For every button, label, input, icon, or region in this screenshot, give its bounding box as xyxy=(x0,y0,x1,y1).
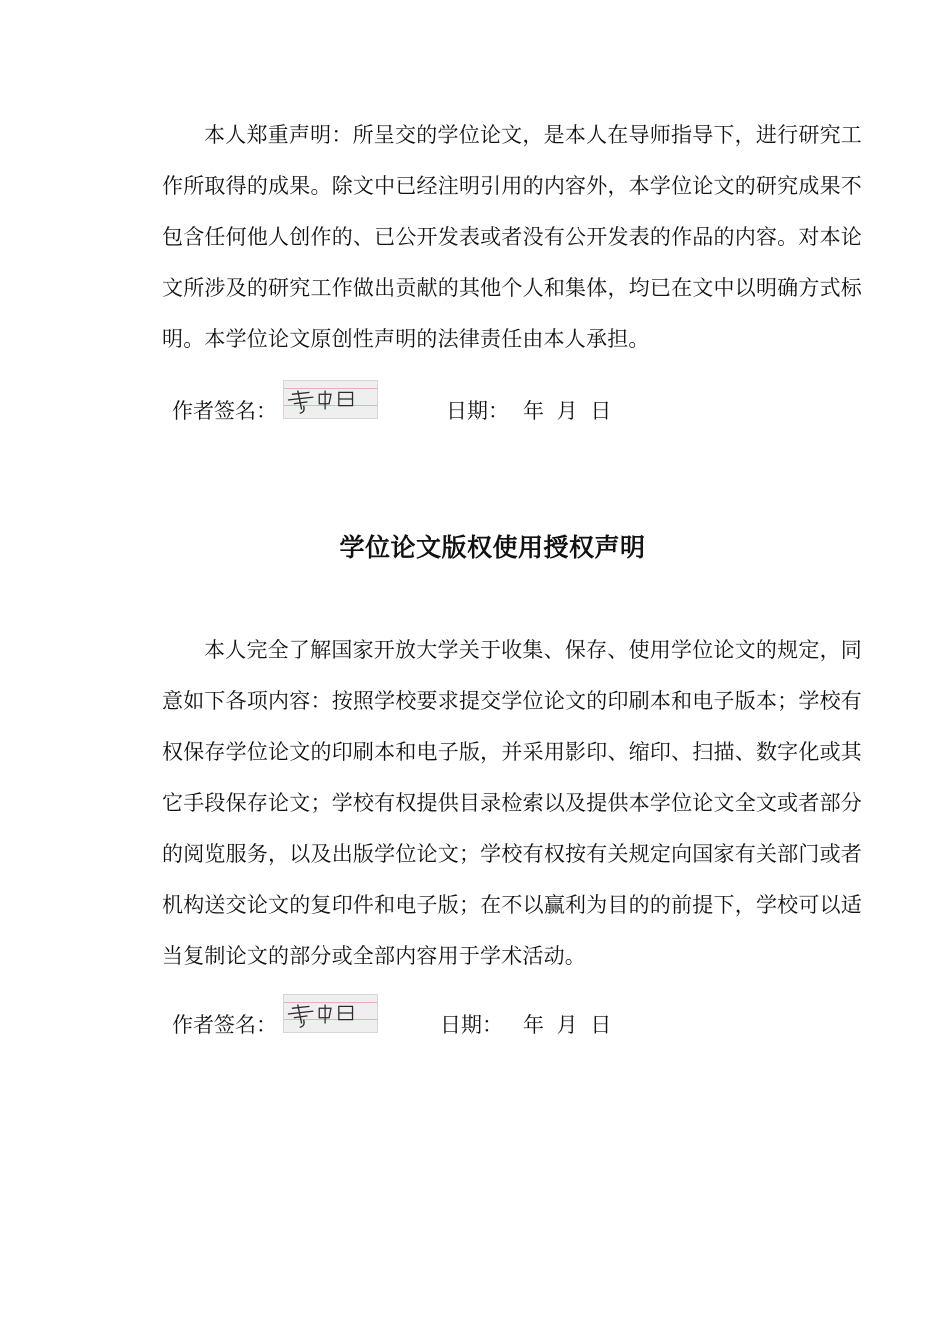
authorization-signature-row xyxy=(172,994,822,1044)
signature-label: 作者签名： xyxy=(172,1013,277,1037)
signature-label: 作者签名： xyxy=(172,399,277,423)
handwritten-signature xyxy=(283,994,378,1033)
originality-signature-row xyxy=(172,380,822,430)
date-units: 年 月 日 xyxy=(523,1013,612,1037)
handwritten-signature xyxy=(283,380,378,419)
section-title: 学位论文版权使用授权声明 xyxy=(339,533,646,562)
authorization-statement: 本人完全了解国家开放大学关于收集、保存、使用学位论文的规定，同意如下各项内容：按照学校要求提交学位论文的印刷本和电子版本；学校有权保存学位论文的印刷本和电子版，并采用影印、缩印、扫描、数字化或其它手段保存论文；学校有权提供目录检索以及提供本学位论文全文或者部分的阅览服务，以及出版学位论文；学校有权按有关规定向国家有关部门或者机构送交论文的复印件和电子版；在不以赢利为目的的前提下，学校可以适当复制论文的部分或全部内容用于学术活动。 xyxy=(162,638,862,968)
originality-statement: 本人郑重声明：所呈交的学位论文，是本人在导师指导下，进行研究工作所取得的成果。除文中已经注明引用的内容外，本学位论文的研究成果不包含任何他人创作的、已公开发表或者没有公开发表的作品的内容。对本论文所涉及的研究工作做出贡献的其他个人和集体，均已在文中以明确方式标明。本学位论文原创性声明的法律责任由本人承担。 xyxy=(162,123,862,351)
date-label: 日期： xyxy=(446,399,509,423)
date-units: 年 月 日 xyxy=(523,399,612,423)
date-label: 日期： xyxy=(440,1013,503,1037)
